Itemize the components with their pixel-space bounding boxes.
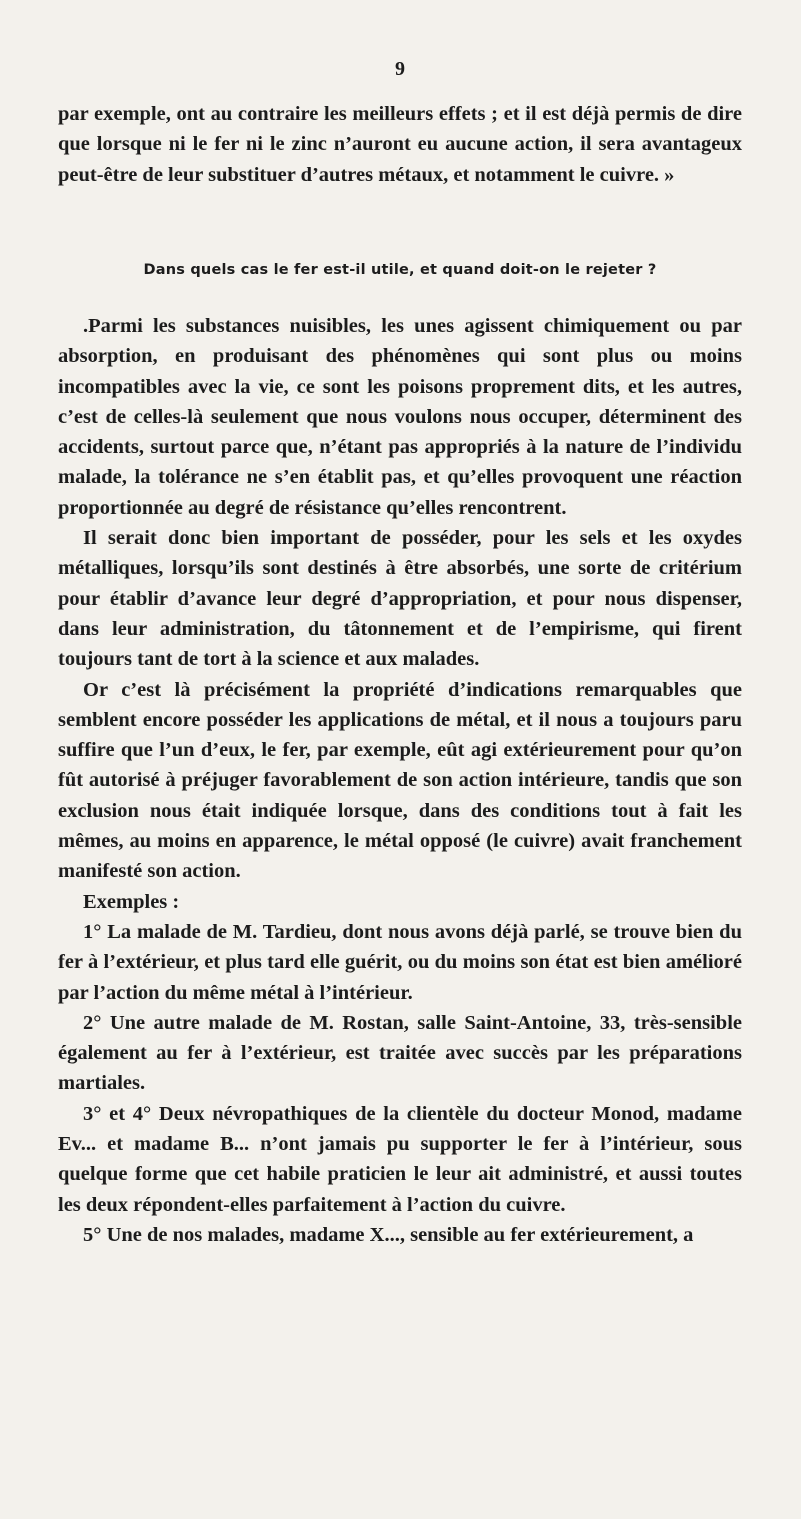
paragraph: .Parmi les substances nuisibles, les unes agissent chimiquement ou par absorption, en produisant des phénomènes qui sont plus ou moins incompatibles avec la vie, ce sont les poisons proprement dits, et les autres, c’est de celles-là seulement que nous voulons nous occuper, déterminent des accidents, surtout parce que, n’étant pas appropriés à la nature de l’individu malade, la tolérance ne s’en établit pas, et qu’elles provoquent une réaction proportionnée au degré de résistance qu’elles rencontrent. [58, 315, 742, 519]
examples-label: Exemples : [83, 890, 180, 913]
opening-paragraph: par exemple, ont au contraire les meilleurs effets ; et il est déjà permis de dire que lorsque ni le fer ni le zinc n’auront eu aucune action, il sera avantageux peut-être de leur substituer d’autres métaux, et notamment le cuivre. » [58, 103, 742, 186]
example-item: 5° Une de nos malades, madame X..., sensible au fer extérieurement, a [83, 1223, 694, 1246]
opening-paragraph-block [58, 99, 742, 190]
paragraph: Il serait donc bien important de posséder, pour les sels et les oxydes métalliques, lorsqu’ils sont destinés à être absorbés, une sorte de critérium pour établir d’avance leur degré d’appropriation, et pour nous dispenser, dans leur administration, du tâtonnement et de l’empirisme, qui firent toujours tant de tort à la science et aux malades. [58, 527, 742, 671]
example-item: 3° et 4° Deux névropathiques de la clientèle du docteur Monod, madame Ev... et madame B... n’ont jamais pu supporter le fer à l’intérieur, sous quelque forme que cet habile praticien le leur ait administré, et aussi toutes les deux répondent-elles parfaitement à l’action du cuivre. [58, 1102, 742, 1216]
page-number: 9 [395, 58, 406, 80]
paragraph: Or c’est là précisément la propriété d’indications remarquables que semblent encore posséder les applications de métal, et il nous a toujours paru suffire que l’un d’eux, le fer, par exemple, eût agi extérieurement pour qu’on fût autorisé à préjuger favorablement de son action intérieure, tandis que son exclusion nous était indiquée lorsque, dans des conditions tout à fait les mêmes, au moins en apparence, le métal opposé (le cuivre) avait franchement manifesté son action. [58, 678, 742, 883]
section-body [58, 311, 742, 1250]
section-heading: Dans quels cas le fer est-il utile, et quand doit-on le rejeter ? [143, 262, 657, 278]
example-item: 2° Une autre malade de M. Rostan, salle Saint-Antoine, 33, très-sensible également au fer à l’extérieur, est traitée avec succès par les préparations martiales. [58, 1011, 742, 1095]
example-item: 1° La malade de M. Tardieu, dont nous avons déjà parlé, se trouve bien du fer à l’extérieur, et plus tard elle guérit, ou du moins son état est bien amélioré par l’action du même métal à l’intérieur. [58, 920, 742, 1004]
